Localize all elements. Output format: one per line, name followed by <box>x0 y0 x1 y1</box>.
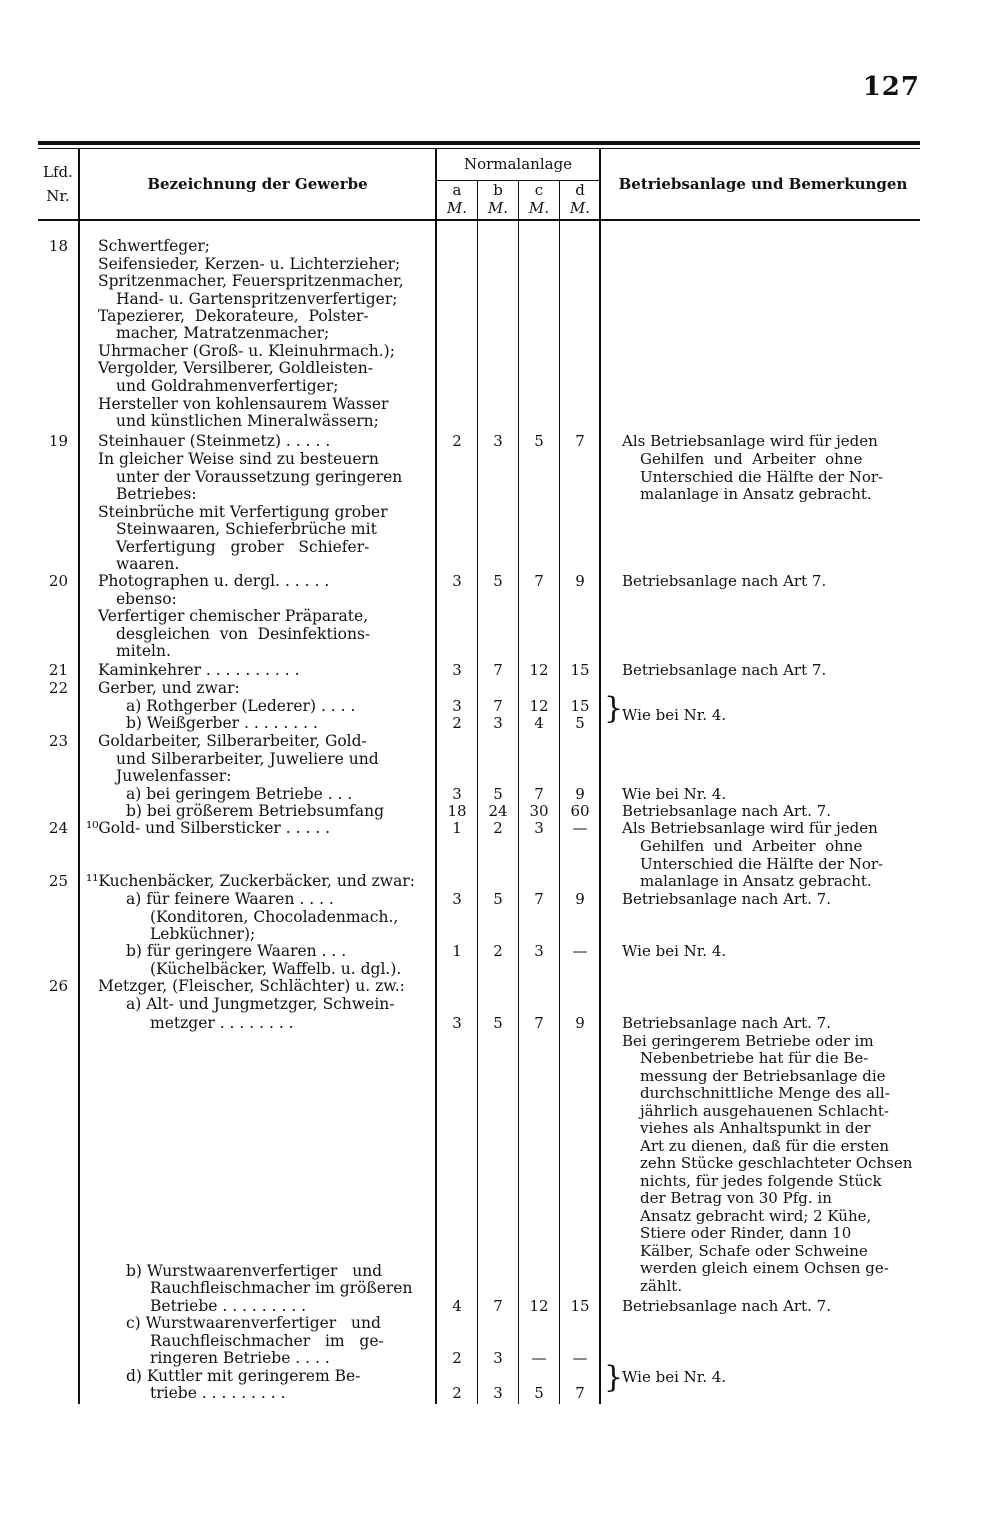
trade-line: Schwertfeger; <box>98 237 210 255</box>
trade-line: b) für geringere Waaren . . . <box>126 942 347 960</box>
col-rule-3 <box>477 181 478 1404</box>
trade-line: a) Rothgerber (Lederer) . . . . <box>126 697 356 715</box>
trade-line: Photographen u. dergl. . . . . . <box>98 572 330 590</box>
row-number: 23 <box>48 732 68 750</box>
header-bottom-rule <box>38 219 920 221</box>
trade-line: Verfertigung grober Schiefer- <box>116 538 370 556</box>
remark-line: Betriebsanlage nach Art 7. <box>622 661 827 679</box>
header-nr: Nr. <box>46 187 70 205</box>
value-d: 7 <box>575 1384 585 1402</box>
trade-line: Vergolder, Versilberer, Goldleisten- <box>98 359 373 377</box>
value-a: 3 <box>452 661 462 679</box>
value-c: 5 <box>534 432 544 450</box>
value-c: — <box>531 1349 547 1367</box>
value-d: 9 <box>575 1014 585 1032</box>
value-d: 5 <box>575 714 585 732</box>
trade-line: Rauchfleischmacher im ge- <box>150 1332 384 1350</box>
trade-line: und künstlichen Mineralwässern; <box>116 412 379 430</box>
row-number: 20 <box>48 572 68 590</box>
value-c: 4 <box>534 714 544 732</box>
trade-line: desgleichen von Desinfektions- <box>116 625 371 643</box>
col-rule-6 <box>599 149 601 1404</box>
remark-line: der Betrag von 30 Pfg. in <box>640 1189 832 1207</box>
value-c: 7 <box>534 572 544 590</box>
remark-line: Ansatz gebracht wird; 2 Kühe, <box>640 1207 872 1225</box>
trade-line: ebenso: <box>116 590 177 608</box>
trade-line: ¹¹Kuchenbäcker, Zuckerbäcker, und zwar: <box>86 872 415 890</box>
remark-line: malanlage in Ansatz gebracht. <box>640 485 872 503</box>
value-b: 5 <box>493 572 503 590</box>
trade-line: waaren. <box>116 555 180 573</box>
trade-line: Juwelenfasser: <box>116 767 232 785</box>
header-col-d: d <box>575 181 585 199</box>
value-d: — <box>572 819 588 837</box>
trade-line: c) Wurstwaarenverfertiger und <box>126 1314 381 1332</box>
value-d: 15 <box>570 697 590 715</box>
value-d: 15 <box>570 1297 590 1315</box>
value-b: 5 <box>493 1014 503 1032</box>
value-a: 1 <box>452 819 462 837</box>
row-number: 26 <box>48 977 68 995</box>
trade-line: unter der Voraussetzung geringeren <box>116 468 403 486</box>
trade-line: Metzger, (Fleischer, Schlächter) u. zw.: <box>98 977 405 995</box>
header-col-b: b <box>493 181 503 199</box>
value-b: 7 <box>493 1297 503 1315</box>
brace: } <box>604 691 624 726</box>
remark-line: durchschnittliche Menge des all- <box>640 1084 890 1102</box>
header-bezeichnung: Bezeichnung der Gewerbe <box>147 175 368 193</box>
remark-line: Art zu dienen, daß für die ersten <box>640 1137 889 1155</box>
remark-line: nichts, für jedes folgende Stück <box>640 1172 882 1190</box>
trade-line: Kaminkehrer . . . . . . . . . . <box>98 661 300 679</box>
remark-line: Unterschied die Hälfte der Nor- <box>640 855 884 873</box>
value-d: — <box>572 942 588 960</box>
remark-line: Als Betriebsanlage wird für jeden <box>622 819 878 837</box>
trade-line: Goldarbeiter, Silberarbeiter, Gold- <box>98 732 367 750</box>
value-c: 12 <box>529 697 549 715</box>
value-b: 3 <box>493 432 503 450</box>
trade-line: und Silberarbeiter, Juweliere und <box>116 750 379 768</box>
row-number: 25 <box>48 872 68 890</box>
remark-line: Betriebsanlage nach Art. 7. <box>622 1014 831 1032</box>
value-b: 3 <box>493 714 503 732</box>
top-rule-thin <box>38 148 920 149</box>
header-col-c: c <box>534 181 544 199</box>
value-b: 2 <box>493 942 503 960</box>
value-a: 3 <box>452 1014 462 1032</box>
trade-line: Steinhauer (Steinmetz) . . . . . <box>98 432 331 450</box>
trade-line: Spritzenmacher, Feuerspritzenmacher, <box>98 272 404 290</box>
value-c: 7 <box>534 785 544 803</box>
remark-line: werden gleich einem Ochsen ge- <box>640 1259 889 1277</box>
trade-line: und Goldrahmenverfertiger; <box>116 377 339 395</box>
value-b: 5 <box>493 785 503 803</box>
value-a: 2 <box>452 714 462 732</box>
trade-line: ¹⁰Gold- und Silbersticker . . . . . <box>86 819 331 837</box>
remark-line: Nebenbetriebe hat für die Be- <box>640 1049 869 1067</box>
value-c: 30 <box>529 802 549 820</box>
col-rule-2 <box>435 149 437 1404</box>
trade-line: Seifensieder, Kerzen- u. Lichterzieher; <box>98 255 401 273</box>
value-b: 24 <box>488 802 508 820</box>
row-number: 18 <box>48 237 68 255</box>
value-d: 60 <box>570 802 590 820</box>
trade-line: Tapezierer, Dekorateure, Polster- <box>98 307 369 325</box>
value-c: 12 <box>529 661 549 679</box>
page-number: 127 <box>862 72 920 102</box>
row-number: 19 <box>48 432 68 450</box>
value-a: 2 <box>452 432 462 450</box>
trade-line: b) Weißgerber . . . . . . . . <box>126 714 318 732</box>
header-bemerkungen: Betriebsanlage und Bemerkungen <box>618 175 908 193</box>
trade-line: triebe . . . . . . . . . <box>150 1384 286 1402</box>
value-d: 9 <box>575 890 585 908</box>
trade-line: ringeren Betriebe . . . . <box>150 1349 330 1367</box>
trade-line: a) Alt- und Jungmetzger, Schwein- <box>126 995 395 1013</box>
trade-line: macher, Matratzenmacher; <box>116 324 330 342</box>
value-a: 3 <box>452 697 462 715</box>
remark-line: Unterschied die Hälfte der Nor- <box>640 468 884 486</box>
col-rule-4 <box>518 181 519 1404</box>
remark-line: Kälber, Schafe oder Schweine <box>640 1242 868 1260</box>
remark-line: Gehilfen und Arbeiter ohne <box>640 837 863 855</box>
value-b: 5 <box>493 890 503 908</box>
value-c: 7 <box>534 890 544 908</box>
header-col-a: a <box>452 181 462 199</box>
value-b: 2 <box>493 819 503 837</box>
value-a: 2 <box>452 1384 462 1402</box>
remark-line: Betriebsanlage nach Art. 7. <box>622 890 831 908</box>
row-number: 21 <box>48 661 68 679</box>
remark-line: zehn Stücke geschlachteter Ochsen <box>640 1154 913 1172</box>
value-d: 15 <box>570 661 590 679</box>
value-a: 3 <box>452 890 462 908</box>
trade-line: d) Kuttler mit geringerem Be- <box>126 1367 361 1385</box>
remark-line: zählt. <box>640 1277 683 1295</box>
value-a: 1 <box>452 942 462 960</box>
value-c: 7 <box>534 1014 544 1032</box>
header-lfd: Lfd. <box>43 163 73 181</box>
remark-line: Betriebsanlage nach Art 7. <box>622 572 827 590</box>
row-number: 22 <box>48 679 68 697</box>
row-number: 24 <box>48 819 68 837</box>
col-rule-5 <box>559 181 560 1404</box>
remark-line: Wie bei Nr. 4. <box>622 706 727 724</box>
trade-line: Betriebe . . . . . . . . . <box>150 1297 307 1315</box>
trade-line: (Küchelbäcker, Waffelb. u. dgl.). <box>150 960 402 978</box>
remark-line: Wie bei Nr. 4. <box>622 942 727 960</box>
trade-line: Steinwaaren, Schieferbrüche mit <box>116 520 377 538</box>
trade-line: Verfertiger chemischer Präparate, <box>98 607 369 625</box>
remark-line: Wie bei Nr. 4. <box>622 1368 727 1386</box>
value-b: 3 <box>493 1384 503 1402</box>
remark-line: jährlich ausgehauenen Schlacht- <box>640 1102 889 1120</box>
trade-line: metzger . . . . . . . . <box>150 1014 294 1032</box>
trade-line: a) für feinere Waaren . . . . <box>126 890 334 908</box>
remark-line: Als Betriebsanlage wird für jeden <box>622 432 878 450</box>
value-d: — <box>572 1349 588 1367</box>
trade-line: Hersteller von kohlensaurem Wasser <box>98 395 389 413</box>
remark-line: Bei geringerem Betriebe oder im <box>622 1032 874 1050</box>
trade-line: Gerber, und zwar: <box>98 679 240 697</box>
header-unit-b: M. <box>487 199 509 217</box>
remark-line: Wie bei Nr. 4. <box>622 785 727 803</box>
trade-line: Rauchfleischmacher im größeren <box>150 1279 413 1297</box>
remark-line: viehes als Anhaltspunkt in der <box>640 1119 871 1137</box>
remark-line: malanlage in Ansatz gebracht. <box>640 872 872 890</box>
value-d: 9 <box>575 572 585 590</box>
trade-line: Betriebes: <box>116 485 197 503</box>
value-c: 3 <box>534 819 544 837</box>
trade-line: Hand- u. Gartenspritzenverfertiger; <box>116 290 398 308</box>
value-d: 9 <box>575 785 585 803</box>
header-normalanlage: Normalanlage <box>463 155 573 173</box>
trade-line: Uhrmacher (Groß- u. Kleinuhrmach.); <box>98 342 395 360</box>
remark-line: messung der Betriebsanlage die <box>640 1067 886 1085</box>
trade-line: Lebküchner); <box>150 925 256 943</box>
value-b: 7 <box>493 697 503 715</box>
value-d: 7 <box>575 432 585 450</box>
trade-line: In gleicher Weise sind zu besteuern <box>98 450 379 468</box>
trade-line: b) Wurstwaarenverfertiger und <box>126 1262 383 1280</box>
trade-line: (Konditoren, Chocoladenmach., <box>150 908 399 926</box>
value-c: 3 <box>534 942 544 960</box>
trade-line: a) bei geringem Betriebe . . . <box>126 785 353 803</box>
remark-line: Gehilfen und Arbeiter ohne <box>640 450 863 468</box>
trade-line: b) bei größerem Betriebsumfang <box>126 802 385 820</box>
header-unit-d: M. <box>569 199 591 217</box>
remark-line: Stiere oder Rinder, dann 10 <box>640 1224 852 1242</box>
top-rule-thick <box>38 141 920 145</box>
value-b: 7 <box>493 661 503 679</box>
value-a: 3 <box>452 785 462 803</box>
value-c: 5 <box>534 1384 544 1402</box>
value-a: 18 <box>447 802 467 820</box>
value-a: 4 <box>452 1297 462 1315</box>
value-b: 3 <box>493 1349 503 1367</box>
trade-line: Steinbrüche mit Verfertigung grober <box>98 503 388 521</box>
trade-line: miteln. <box>116 642 171 660</box>
value-a: 2 <box>452 1349 462 1367</box>
remark-line: Betriebsanlage nach Art. 7. <box>622 802 831 820</box>
col-rule-1 <box>78 149 80 1404</box>
value-a: 3 <box>452 572 462 590</box>
header-unit-a: M. <box>446 199 468 217</box>
remark-line: Betriebsanlage nach Art. 7. <box>622 1297 831 1315</box>
value-c: 12 <box>529 1297 549 1315</box>
brace: } <box>604 1360 624 1395</box>
header-unit-c: M. <box>528 199 550 217</box>
